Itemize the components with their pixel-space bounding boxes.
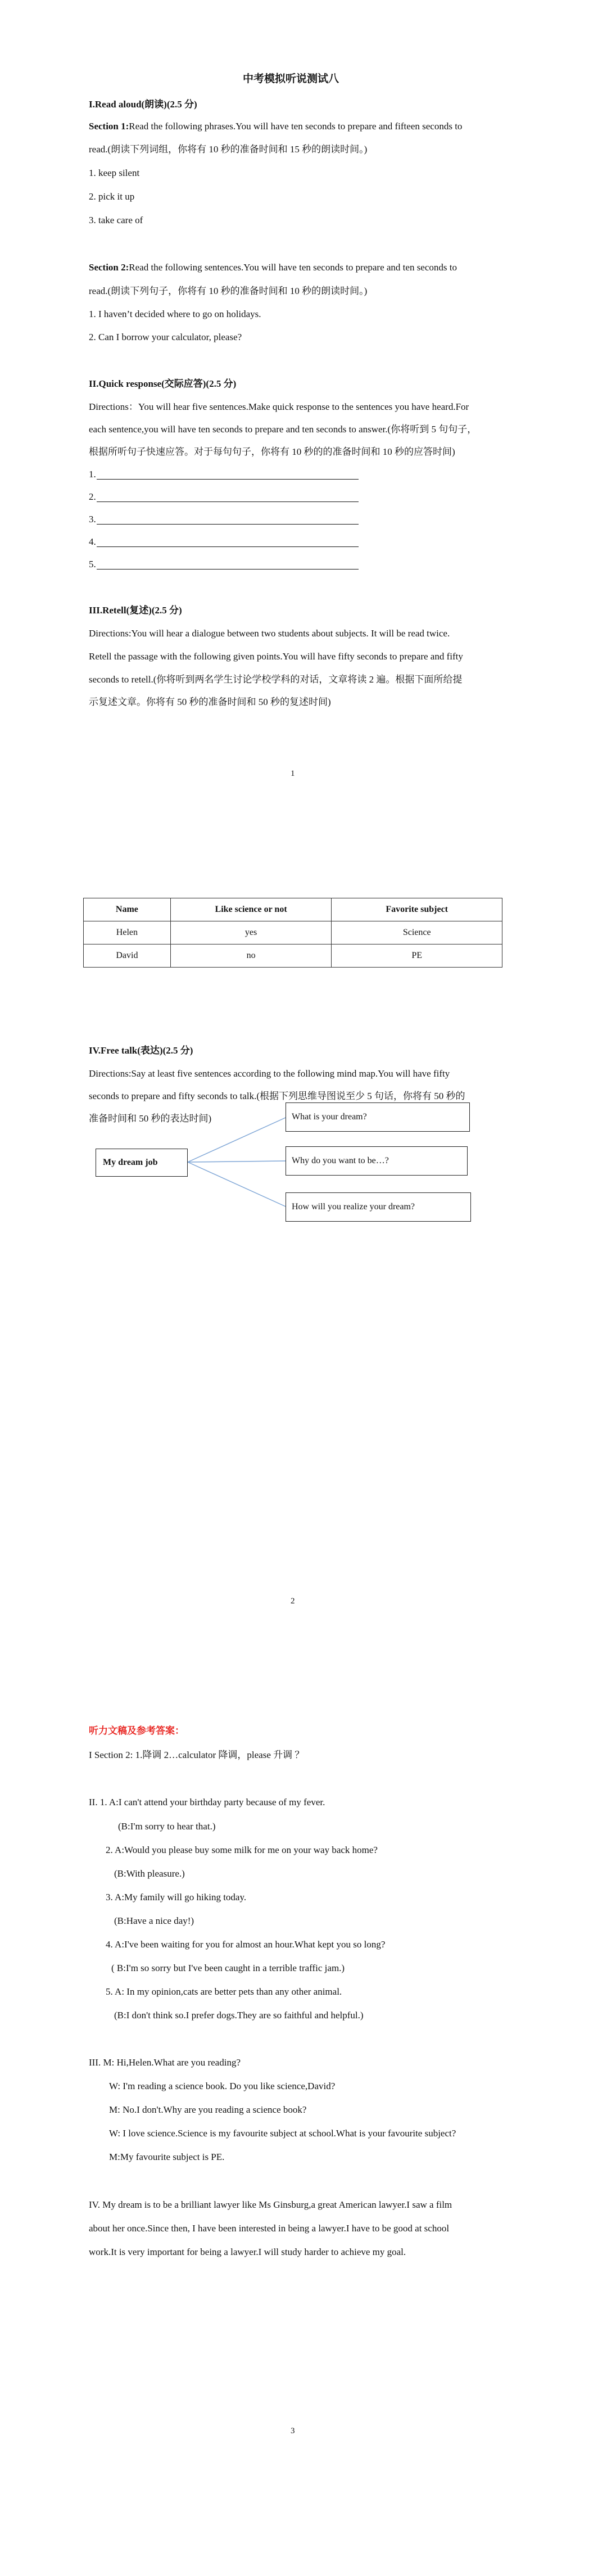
answer-line: (B:I'm sorry to hear that.) <box>118 1821 216 1832</box>
mind-map-center: My dream job <box>96 1149 188 1177</box>
phrase-item: 2. pick it up <box>89 191 135 202</box>
section1-label: Section 1: <box>89 121 129 132</box>
answer-blank-label: 4. <box>89 536 96 547</box>
answer-line: II. 1. A:I can't attend your birthday party because of my fever. <box>89 1797 325 1807</box>
answer-line: (B:I don't think so.I prefer dogs.They are so faithful and helpful.) <box>114 2010 364 2021</box>
table-cell: no <box>170 944 332 968</box>
mind-map-branch: How will you realize your dream? <box>286 1192 471 1222</box>
part4-line2: seconds to prepare and fifty seconds to talk.(根据下列思维导图说至少 5 句话，你将有 50 秒的 <box>89 1091 465 1101</box>
page-number: 3 <box>291 2426 295 2435</box>
part2-heading: II.Quick response(交际应答)(2.5 分) <box>89 378 237 389</box>
table-header: Favorite subject <box>332 898 502 921</box>
dialogue-line: M:My favourite subject is PE. <box>109 2152 225 2162</box>
part2-line3: 根据所听句子快速应答。对于每句句子，你将有 10 秒的的准备时间和 10 秒的应答时间) <box>89 446 455 457</box>
table-cell: David <box>84 944 171 968</box>
answer-line: (B:With pleasure.) <box>114 1868 185 1879</box>
part3-heading: III.Retell(复述)(2.5 分) <box>89 605 182 616</box>
sentence-item: 2. Can I borrow your calculator, please? <box>89 332 242 342</box>
dialogue-line: M: No.I don't.Why are you reading a science book? <box>109 2104 307 2115</box>
mind-map-branch: Why do you want to be…? <box>286 1146 468 1176</box>
table-cell: yes <box>170 921 332 944</box>
part2-line2: each sentence,you will have ten seconds to prepare and ten seconds to answer.(你将听到 5 句句子， <box>89 424 477 435</box>
part4-line1: Directions:Say at least five sentences according to the following mind map.You will have fifty <box>89 1068 450 1079</box>
answers-part1: I Section 2: 1.降调 2…calculator 降调，please 升调 ？ <box>89 1750 305 1760</box>
page-number: 2 <box>291 1597 295 1606</box>
answer-blank-label: 2. <box>89 491 96 502</box>
table-cell: Helen <box>84 921 171 944</box>
section2-label: Section 2: <box>89 262 129 273</box>
answer-line: 3. A:My family will go hiking today. <box>106 1892 247 1902</box>
mind-map-connector <box>188 1118 286 1162</box>
table-header: Like science or not <box>170 898 332 921</box>
mind-map-connector <box>188 1162 286 1206</box>
mind-map-branch: What is your dream? <box>286 1102 470 1132</box>
answer-line: (B:Have a nice day!) <box>114 1915 194 1926</box>
part4-line3: 准备时间和 50 秒的表达时间) <box>89 1113 212 1124</box>
table-header: Name <box>84 898 171 921</box>
answer-line: 2. A:Would you please buy some milk for me on your way back home? <box>106 1845 378 1855</box>
part3-line1: Directions:You will hear a dialogue between two students about subjects. It will be read twice. <box>89 628 450 639</box>
part1-s1-line2: read.(朗读下列词组，你将有 10 秒的准备时间和 15 秒的朗读时间。) <box>89 144 368 155</box>
section2-instructions: Read the following sentences.You will have ten seconds to prepare and ten seconds to <box>129 262 457 273</box>
passage-line: work.It is very important for being a lawyer.I will study harder to achieve my goal. <box>89 2247 406 2257</box>
mind-map-connectors <box>0 0 607 1265</box>
part3-line2: Retell the passage with the following given points.You will have fifty seconds to prepare and fifty <box>89 651 463 662</box>
part2-line1: Directions：You will hear five sentences.Make quick response to the sentences you have heard.For <box>89 401 469 412</box>
page-title: 中考模拟听说测试八 <box>243 73 339 85</box>
answer-line: 4. A:I've been waiting for you for almost an hour.What kept you so long? <box>106 1939 386 1950</box>
part3-line3: seconds to retell.(你将听到两名学生讨论学校学科的对话，文章将读 2 遍。根据下面所给提 <box>89 674 463 685</box>
page-number: 1 <box>291 769 295 778</box>
mind-map-connector <box>188 1161 286 1162</box>
section1-instructions: Read the following phrases.You will have ten seconds to prepare and fifteen seconds to <box>129 121 463 132</box>
part1-s2-line2: read.(朗读下列句子，你将有 10 秒的准备时间和 10 秒的朗读时间。) <box>89 286 368 296</box>
part3-line4: 示复述文章。你将有 50 秒的准备时间和 50 秒的复述时间) <box>89 697 331 707</box>
table-cell: Science <box>332 921 502 944</box>
answer-blank-label: 5. <box>89 559 96 570</box>
table-cell: PE <box>332 944 502 968</box>
dialogue-line: III. M: Hi,Helen.What are you reading? <box>89 2057 241 2068</box>
phrase-item: 3. take care of <box>89 215 143 225</box>
passage-line: about her once.Since then, I have been interested in being a lawyer.I have to be good at school <box>89 2223 450 2234</box>
answer-line: 5. A: In my opinion,cats are better pets than any other animal. <box>106 1986 342 1997</box>
sentence-item: 1. I haven’t decided where to go on holidays. <box>89 309 261 319</box>
dialogue-line: W: I'm reading a science book. Do you like science,David? <box>109 2081 336 2091</box>
part4-heading: IV.Free talk(表达)(2.5 分) <box>89 1045 193 1056</box>
part1-heading: I.Read aloud(朗读)(2.5 分) <box>89 99 197 110</box>
passage-line: IV. My dream is to be a brilliant lawyer like Ms Ginsburg,a great American lawyer.I saw a film <box>89 2199 452 2210</box>
answer-line: ( B:I'm so sorry but I've been caught in a terrible traffic jam.) <box>111 1963 345 1973</box>
answer-blank-label: 3. <box>89 514 96 525</box>
answer-blank-label: 1. <box>89 469 96 480</box>
dialogue-line: W: I love science.Science is my favourite subject at school.What is your favourite subject? <box>109 2128 456 2139</box>
answers-heading: 听力文稿及参考答案： <box>89 1725 184 1736</box>
phrase-item: 1. keep silent <box>89 168 140 178</box>
